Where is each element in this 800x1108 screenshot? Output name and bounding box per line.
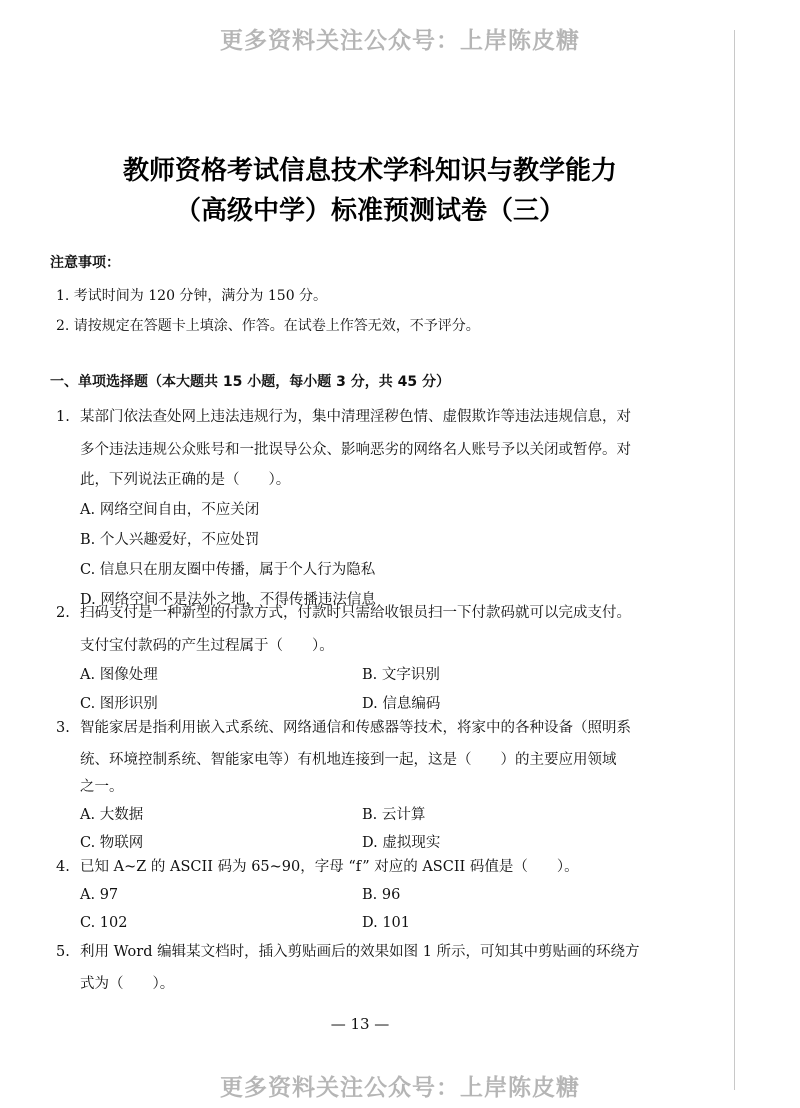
option-c: C. 102: [80, 915, 128, 931]
question-number: 2.: [56, 605, 70, 621]
question-5-line-2: 式为（ ）。: [80, 976, 175, 992]
question-text: 已知 A~Z 的 ASCII 码为 65~90，字母 “f” 对应的 ASCII 码值是（ ）。: [80, 859, 579, 875]
question-1-line-3: 此，下列说法正确的是（ ）。: [80, 472, 291, 488]
question-3-line-1: [56, 713, 676, 743]
section-heading: 一、单项选择题（本大题共 15 小题，每小题 3 分，共 45 分）: [50, 374, 450, 390]
option-b: B. 96: [362, 887, 401, 903]
question-4-line-1: [56, 852, 676, 882]
question-number: 4.: [56, 859, 70, 875]
option-d: D. 虚拟现实: [362, 835, 441, 851]
option-d: D. 网络空间不是法外之地，不得传播违法信息: [80, 592, 376, 608]
question-text: 智能家居是指利用嵌入式系统、网络通信和传感器等技术，将家中的各种设备（照明系: [80, 720, 631, 736]
question-text: 某部门依法查处网上违法违规行为，集中清理淫秽色情、虚假欺诈等违法违规信息，对: [80, 409, 631, 425]
page-number: — 13 —: [330, 1015, 390, 1033]
note-item: 1. 考试时间为 120 分钟，满分为 150 分。: [56, 288, 328, 304]
question-1-line-1: [56, 402, 676, 432]
question-number: 3.: [56, 720, 70, 736]
watermark-top: 更多资料关注公众号：上岸陈皮糖: [220, 28, 580, 54]
watermark-bottom: 更多资料关注公众号：上岸陈皮糖: [220, 1075, 580, 1101]
question-1-line-2: 多个违法违规公众账号和一批误导公众、影响恶劣的网络名人账号予以关闭或暂停。对: [80, 442, 631, 458]
option-c: C. 物联网: [80, 835, 144, 851]
option-d: D. 101: [362, 915, 411, 931]
exam-title-line2: （高级中学）标准预测试卷（三）: [174, 196, 565, 226]
question-text: 利用 Word 编辑某文档时，插入剪贴画后的效果如图 1 所示，可知其中剪贴画的环绕方: [80, 944, 640, 960]
option-b: B. 个人兴趣爱好，不应处罚: [80, 532, 260, 548]
question-3-line-3: 之一。: [80, 779, 124, 795]
page-edge-line: [734, 30, 735, 1090]
option-a: A. 图像处理: [80, 667, 158, 683]
question-2-line-1: [56, 598, 676, 628]
option-d: D. 信息编码: [362, 696, 441, 712]
note-item: 2. 请按规定在答题卡上填涂、作答。在试卷上作答无效，不予评分。: [56, 318, 480, 334]
option-b: B. 云计算: [362, 807, 426, 823]
question-number: 5.: [56, 944, 70, 960]
option-b: B. 文字识别: [362, 667, 440, 683]
option-a: A. 97: [80, 887, 119, 903]
question-3-line-2: 统、环境控制系统、智能家电等）有机地连接到一起，这是（ ）的主要应用领域: [80, 752, 617, 768]
notes-heading: 注意事项：: [50, 255, 120, 271]
option-a: A. 网络空间自由，不应关闭: [80, 502, 260, 518]
question-number: 1.: [56, 409, 70, 425]
option-c: C. 信息只在朋友圈中传播，属于个人行为隐私: [80, 562, 376, 578]
option-c: C. 图形识别: [80, 696, 158, 712]
exam-title-line1: 教师资格考试信息技术学科知识与教学能力: [122, 156, 617, 186]
question-2-line-2: 支付宝付款码的产生过程属于（ ）。: [80, 638, 334, 654]
question-5-line-1: [56, 937, 676, 967]
option-a: A. 大数据: [80, 807, 144, 823]
question-text: 扫码支付是一种新型的付款方式，付款时只需给收银员扫一下付款码就可以完成支付。: [80, 605, 631, 621]
